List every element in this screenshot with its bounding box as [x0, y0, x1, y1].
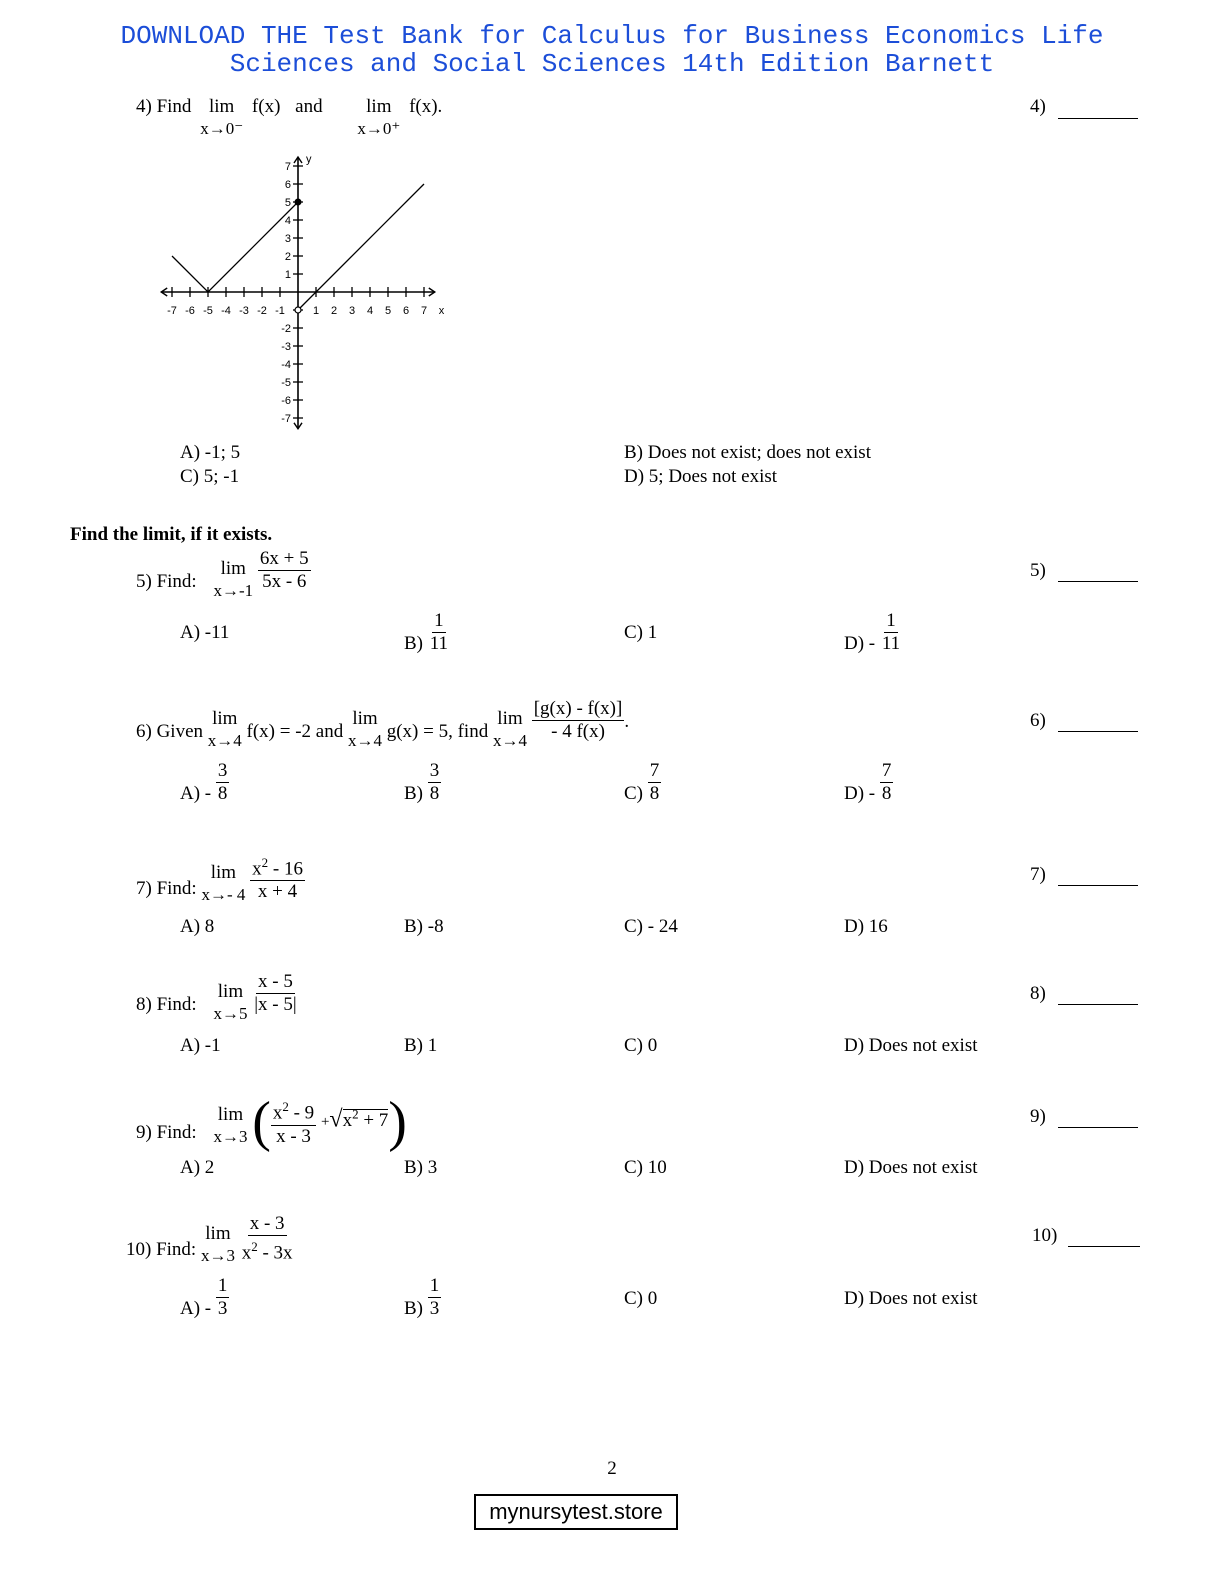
choice-c[interactable]: C) - 24 — [624, 916, 678, 937]
question-6: 6) Given lim x→4 f(x) = -2 and lim x→4 g(x) = 5, find lim x→4 $\frac{[g(x) - f(x)]}{- 4 f(x)}$ . — [136, 698, 630, 750]
page-number: 2 — [607, 1458, 617, 1479]
question-5: 5) Find: lim x→-1 $\frac{6x + 5}{5x - 6}$ — [136, 548, 309, 600]
choice-a[interactable]: A) 2 — [180, 1157, 215, 1178]
left-paren: ( — [252, 1091, 271, 1153]
choice-a[interactable]: A) - $\frac{1}{3}$ — [180, 1275, 228, 1319]
choice-a[interactable]: A) - $\frac{3}{8}$ — [180, 760, 228, 804]
question-number: 6) — [136, 720, 152, 742]
x-tick-label: 2 — [330, 305, 338, 317]
choice-a[interactable]: A) -1 — [180, 1035, 221, 1056]
function-graph — [150, 152, 450, 442]
question-9: 9) Find: lim x→3 ( $\frac{x^2 - 9}{x - 3}$ $+√x^2 + 7$) — [136, 1091, 407, 1153]
answer-blank[interactable] — [1058, 885, 1138, 886]
header-line-2: Sciences and Social Sciences 14th Edition Barnett — [229, 49, 995, 79]
x-tick-label: 1 — [312, 305, 320, 317]
choice-b[interactable]: B) 3 — [404, 1157, 438, 1178]
question-number: 9) — [136, 1122, 152, 1144]
curve-left — [172, 202, 298, 292]
choice-d[interactable]: D) Does not exist — [844, 1288, 978, 1309]
question-8: 8) Find: lim x→5 $\frac{x - 5}{|x - 5|}$ — [136, 971, 297, 1023]
x-tick-label: 3 — [348, 305, 356, 317]
y-tick-label: -7 — [281, 413, 291, 425]
question-number: 5) — [136, 570, 152, 592]
x-tick-label: 5 — [384, 305, 392, 317]
choice-c[interactable]: C) 0 — [624, 1035, 658, 1056]
fraction: $\frac{x^2 - 9}{x - 3}$ — [271, 1096, 316, 1147]
x-tick-label: -7 — [167, 305, 177, 317]
choice-d[interactable]: D) 16 — [844, 916, 888, 937]
choice-a[interactable]: A) -1; 5 — [180, 442, 241, 463]
choice-b[interactable]: B) $\frac{3}{8}$ — [404, 760, 440, 804]
choice-a[interactable]: A) 8 — [180, 916, 215, 937]
x-tick-label: 4 — [366, 305, 374, 317]
y-tick-label: 2 — [284, 251, 291, 263]
x-tick-label: 7 — [420, 305, 428, 317]
choice-c[interactable]: C) 0 — [624, 1288, 658, 1309]
x-tick-label: -1 — [275, 305, 285, 317]
answer-number: 7) — [1030, 864, 1046, 885]
fraction: $\frac{6x + 5}{5x - 6}$ — [259, 548, 309, 592]
x-tick-label: -5 — [203, 305, 213, 317]
answer-number: 8) — [1030, 983, 1046, 1004]
question-number: 10) — [126, 1239, 152, 1261]
y-tick-label: 6 — [284, 179, 291, 191]
question-text: Find — [156, 96, 192, 117]
question-10: 10) Find: lim x→3 $\frac{x - 3}{x^2 - 3x}$ — [126, 1213, 293, 1265]
curve-right — [298, 184, 424, 310]
question-7: 7) Find: lim x→- 4 $\frac{x^2 - 16}{x + 4}$ — [136, 852, 305, 906]
y-tick-label: -2 — [281, 323, 291, 335]
y-tick-label: 5 — [284, 197, 291, 209]
answer-number: 6) — [1030, 710, 1046, 731]
y-axis-label: y — [306, 153, 312, 166]
y-tick-label: 7 — [284, 161, 291, 173]
right-paren: ) — [388, 1091, 407, 1153]
y-tick-label: -5 — [281, 377, 291, 389]
answer-blank[interactable] — [1058, 581, 1138, 582]
page-header — [0, 22, 1224, 78]
choice-b[interactable]: B) $\frac{1}{11}$ — [404, 610, 449, 654]
fraction: $\frac{x^2 - 16}{x + 4}$ — [250, 852, 305, 903]
y-tick-label: 4 — [284, 215, 291, 227]
site-watermark[interactable]: mynursytest.store — [474, 1494, 678, 1530]
choice-d[interactable]: D) Does not exist — [844, 1157, 978, 1178]
choice-d[interactable]: D) - $\frac{7}{8}$ — [844, 760, 892, 804]
answer-number: 5) — [1030, 560, 1046, 581]
question-number: 7) — [136, 878, 152, 900]
answer-number: 9) — [1030, 1106, 1046, 1127]
answer-blank[interactable] — [1068, 1246, 1140, 1247]
question-number: 8) — [136, 993, 152, 1015]
limit: lim x→-1 — [213, 558, 254, 600]
limit-right: lim x→0⁺ — [357, 96, 401, 138]
fraction: $\frac{x - 5}{|x - 5|}$ — [254, 971, 297, 1015]
x-tick-label: -2 — [257, 305, 267, 317]
answer-blank[interactable] — [1058, 731, 1138, 732]
choice-c[interactable]: C) 1 — [624, 622, 658, 643]
x-tick-label: -3 — [239, 305, 249, 317]
header-line-1: DOWNLOAD THE Test Bank for Calculus for Business Economics Life — [120, 21, 1104, 51]
choice-d[interactable]: D) Does not exist — [844, 1035, 978, 1056]
choice-d[interactable]: D) 5; Does not exist — [624, 466, 778, 487]
x-axis-label: x — [438, 305, 445, 317]
fraction: $\frac{[g(x) - f(x)]}{- 4 f(x)}$ — [533, 698, 623, 742]
question-4: 4) Find lim x→0⁻ f(x) and lim x→0⁺ f(x). — [136, 96, 443, 138]
answer-number: 4) — [1030, 96, 1046, 117]
y-tick-label: 1 — [284, 269, 291, 281]
closed-point — [295, 199, 301, 205]
x-tick-label: -4 — [221, 305, 231, 317]
radicand: $x^2 + 7$ — [342, 1107, 389, 1132]
choice-c[interactable]: C) 10 — [624, 1157, 667, 1178]
answer-blank[interactable] — [1058, 118, 1138, 119]
open-point — [295, 307, 301, 313]
x-tick-label: 6 — [402, 305, 410, 317]
answer-blank[interactable] — [1058, 1127, 1138, 1128]
x-tick-label: -6 — [185, 305, 195, 317]
choice-c[interactable]: C) $\frac{7}{8}$ — [624, 760, 660, 804]
sqrt-icon: √ — [329, 1106, 343, 1133]
choice-b[interactable]: B) 1 — [404, 1035, 438, 1056]
fraction: $\frac{x - 3}{x^2 - 3x}$ — [241, 1213, 293, 1264]
choice-b[interactable]: B) $\frac{1}{3}$ — [404, 1275, 440, 1319]
choice-d[interactable]: D) - $\frac{1}{11}$ — [844, 610, 901, 654]
section-heading: Find the limit, if it exists. — [70, 524, 273, 545]
answer-blank[interactable] — [1058, 1004, 1138, 1005]
choice-b[interactable]: B) -8 — [404, 916, 444, 937]
question-number: 4) — [136, 96, 152, 117]
y-tick-label: -6 — [281, 395, 291, 407]
limit-left: lim x→0⁻ — [200, 96, 244, 138]
y-tick-label: -4 — [281, 359, 291, 371]
choice-c[interactable]: C) 5; -1 — [180, 466, 240, 487]
choice-a[interactable]: A) -11 — [180, 622, 230, 643]
y-tick-label: -3 — [281, 341, 291, 353]
y-tick-label: 3 — [284, 233, 291, 245]
answer-number: 10) — [1032, 1225, 1058, 1246]
choice-b[interactable]: B) Does not exist; does not exist — [624, 442, 871, 463]
